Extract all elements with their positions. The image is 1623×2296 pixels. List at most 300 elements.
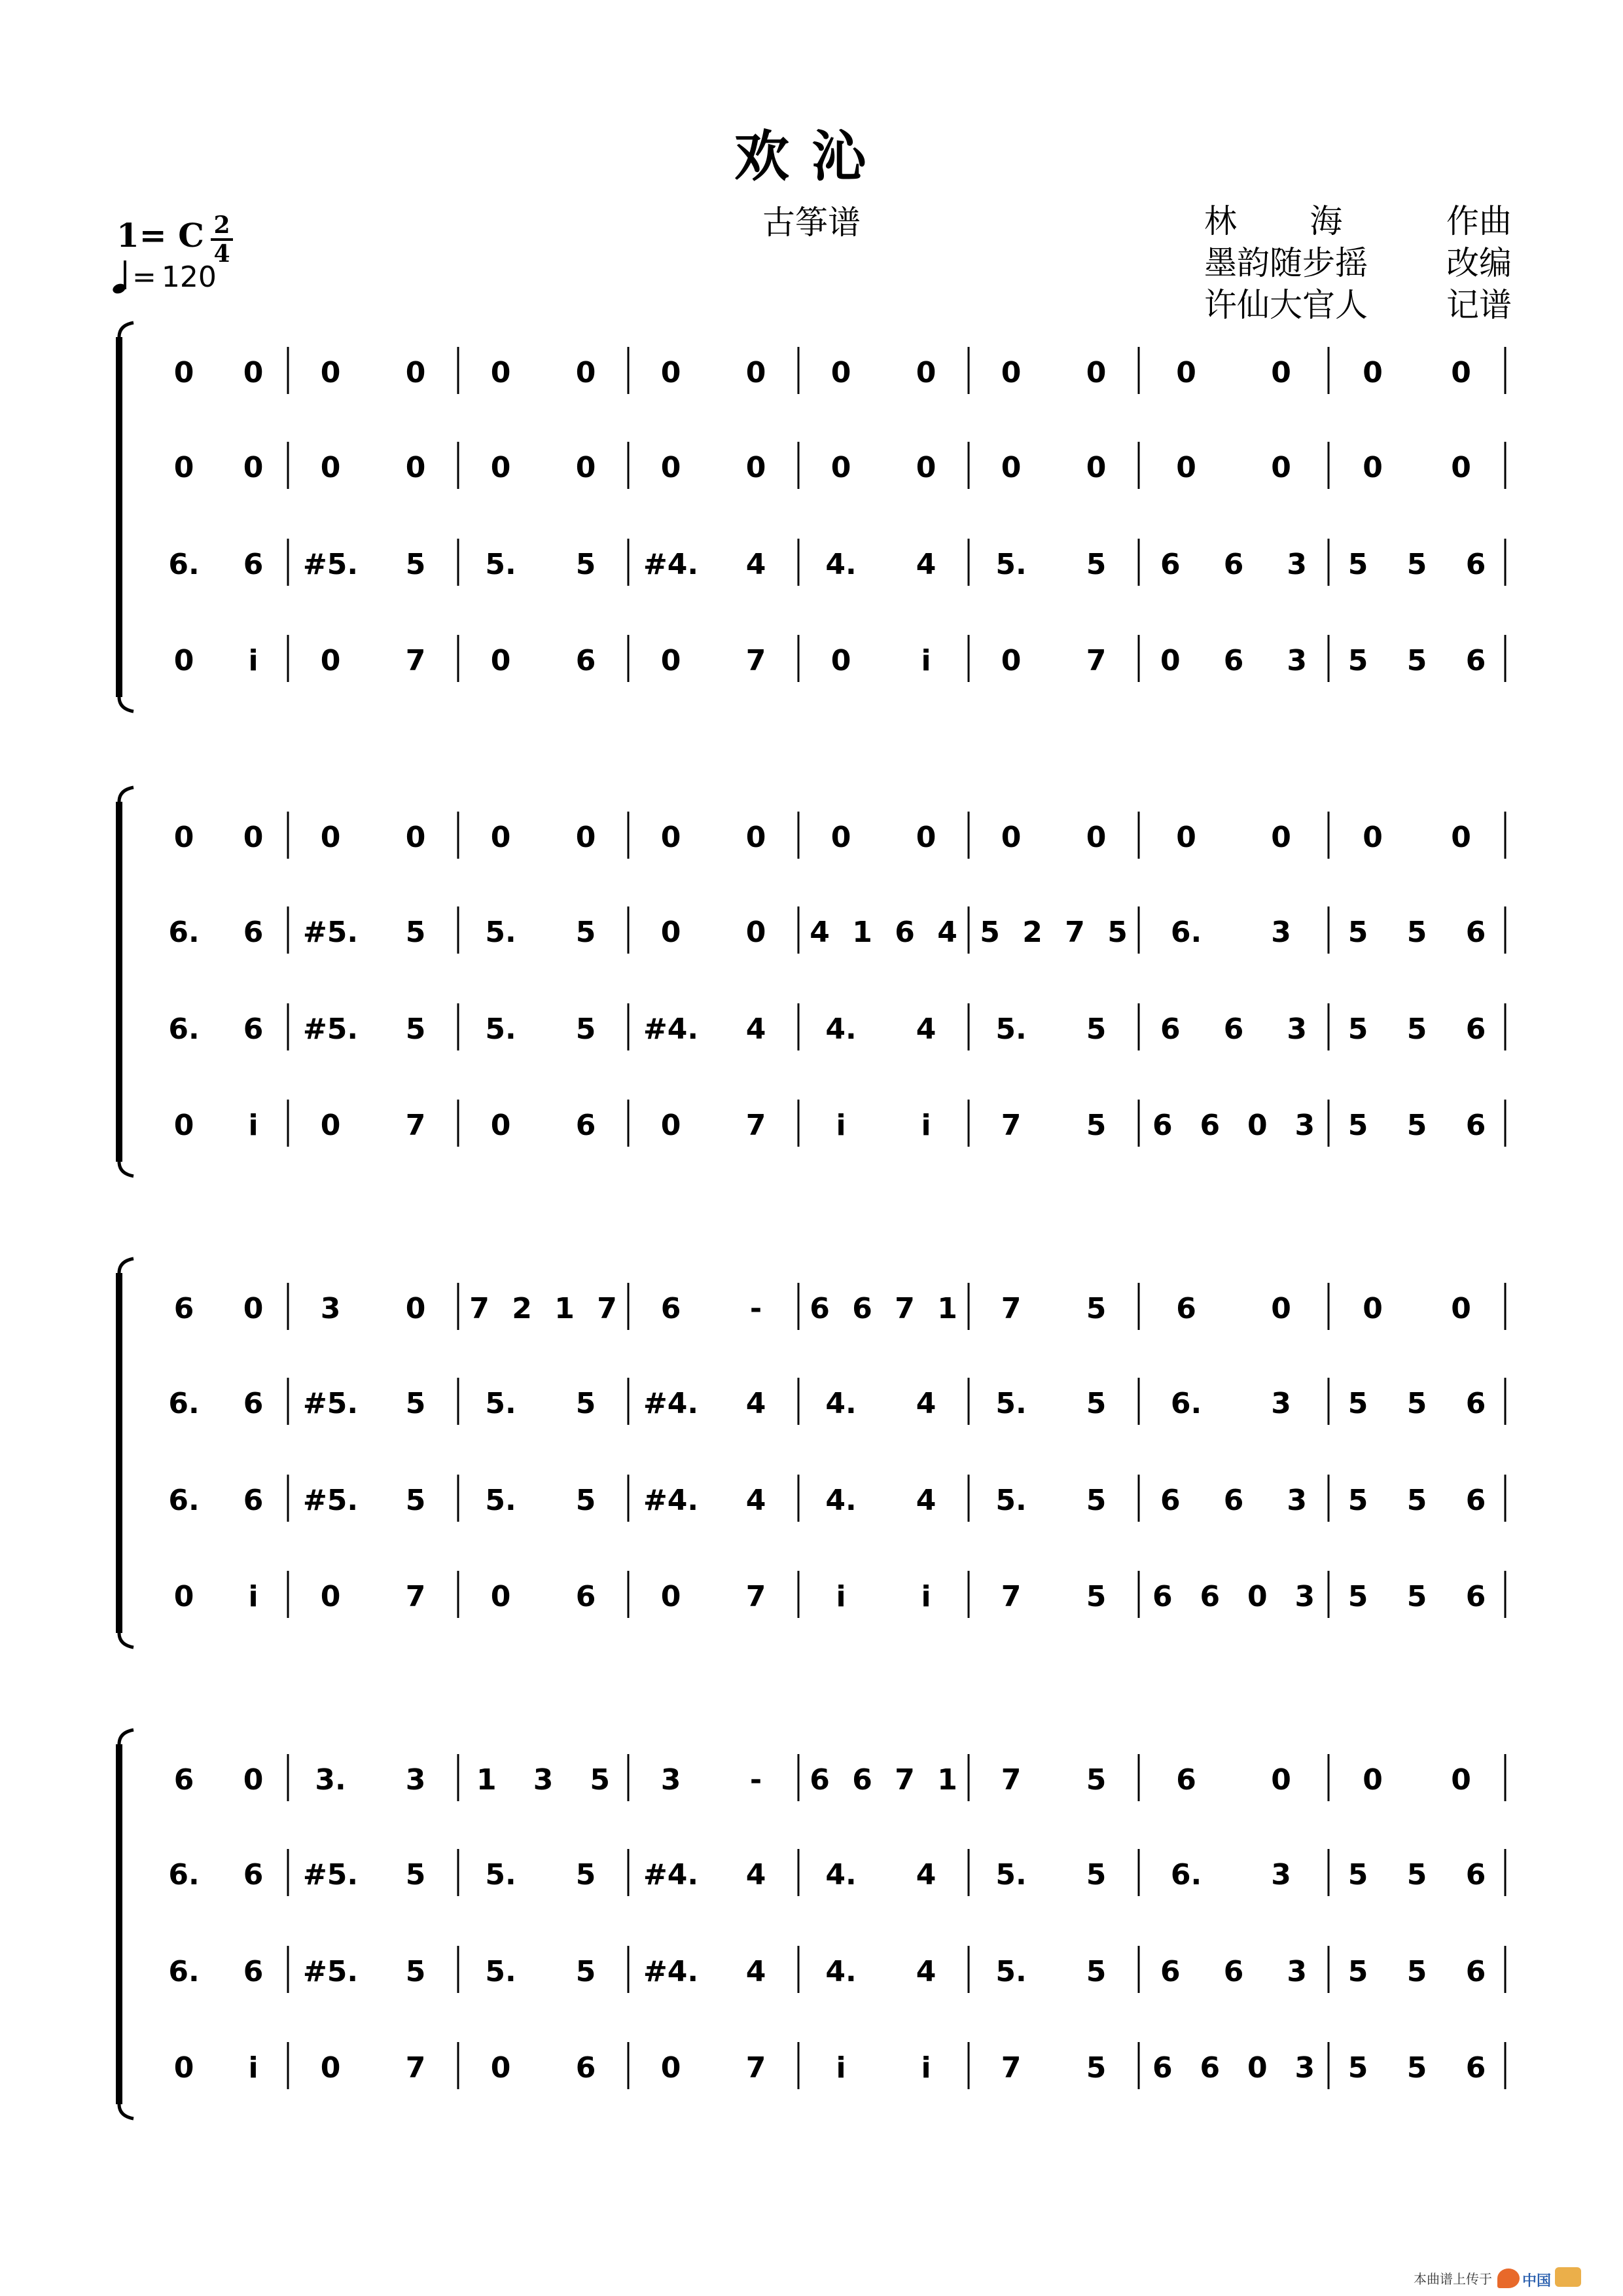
jianpu-note: 0 — [243, 356, 264, 389]
jianpu-note: 6 — [1223, 644, 1244, 677]
jianpu-note: 6 — [243, 916, 264, 949]
jianpu-note: 0 — [1001, 644, 1022, 677]
jianpu-note: 0 — [1086, 451, 1107, 484]
jianpu-note: 6. — [168, 1387, 200, 1420]
jianpu-note: 0 — [320, 1109, 341, 1142]
jianpu-note: 4. — [825, 1858, 857, 1892]
jianpu-note: 3 — [1271, 916, 1291, 949]
jianpu-note: #5. — [302, 548, 359, 581]
jianpu-note: 6 — [1176, 1292, 1196, 1325]
jianpu-note: 3 — [1294, 1580, 1315, 1613]
jianpu-note: #4. — [643, 1858, 699, 1892]
jianpu-note: 6 — [1465, 916, 1486, 949]
jianpu-note: 0 — [490, 451, 511, 484]
jianpu-note: 6 — [895, 916, 915, 949]
jianpu-note: 5 — [590, 1763, 610, 1797]
jianpu-note: 4 — [745, 1955, 766, 1988]
jianpu-note: 0 — [1001, 356, 1022, 389]
jianpu-note: 5. — [995, 1387, 1027, 1420]
jianpu-note: 7 — [405, 1580, 426, 1613]
jianpu-note: 6. — [168, 1955, 200, 1988]
system-bracket-bottom — [119, 1633, 134, 1647]
jianpu-note: 5 — [1086, 1763, 1107, 1797]
jianpu-note: 0 — [173, 1580, 194, 1613]
jianpu-note: 6 — [1160, 1955, 1181, 1988]
jianpu-note: 6 — [1200, 1109, 1221, 1142]
jianpu-note: 5 — [405, 1387, 426, 1420]
jianpu-note: i — [921, 1109, 931, 1142]
jianpu-note: 0 — [916, 451, 936, 484]
footer-upload-text: 本曲谱上传于 — [1414, 2270, 1492, 2287]
jianpu-note: 1 — [852, 916, 872, 949]
jianpu-note: 0 — [173, 356, 194, 389]
jianpu-note: #5. — [302, 1484, 359, 1517]
jianpu-note: 7 — [745, 1109, 766, 1142]
jianpu-note: 5 — [1406, 1955, 1427, 1988]
jianpu-note: 0 — [1001, 451, 1022, 484]
jianpu-note: 6. — [168, 1484, 200, 1517]
jianpu-note: 7 — [1001, 1109, 1022, 1142]
jianpu-note: 0 — [1271, 821, 1291, 854]
jianpu-note: 6 — [1223, 1955, 1244, 1988]
jianpu-note: i — [836, 2051, 846, 2085]
jianpu-note: 6 — [1160, 548, 1181, 581]
system-bracket-top — [119, 1259, 134, 1273]
jianpu-note: 2 — [1022, 916, 1043, 949]
jianpu-note: 0 — [1271, 451, 1291, 484]
jianpu-note: 5. — [995, 1484, 1027, 1517]
credit-arranger-role: 改编 — [1446, 244, 1512, 282]
jianpu-note: 0 — [173, 1109, 194, 1142]
tempo-equals: = — [132, 260, 156, 294]
jianpu-note: 5. — [485, 1387, 516, 1420]
jianpu-note: 0 — [1451, 1763, 1471, 1797]
jianpu-note: 5 — [1086, 1387, 1107, 1420]
jianpu-note: 7 — [1001, 1763, 1022, 1797]
jianpu-note: 5 — [1406, 2051, 1427, 2085]
jianpu-note: 0 — [1086, 821, 1107, 854]
jianpu-note: 0 — [660, 2051, 681, 2085]
jianpu-note: 4 — [916, 1955, 936, 1988]
jianpu-note: 0 — [745, 821, 766, 854]
jianpu-note: 4 — [937, 916, 957, 949]
jianpu-note: 3. — [315, 1763, 346, 1797]
jianpu-note: 5 — [1086, 1955, 1107, 1988]
jianpu-note: 5 — [405, 916, 426, 949]
jianpu-note: 6 — [810, 1292, 830, 1325]
jianpu-note: 0 — [1363, 1292, 1383, 1325]
jianpu-note: 2 — [512, 1292, 532, 1325]
jianpu-note: 4 — [916, 1484, 936, 1517]
jianpu-note: 4. — [825, 1484, 857, 1517]
jianpu-note: 4 — [810, 916, 830, 949]
jianpu-note: 6 — [1176, 1763, 1196, 1797]
jianpu-note: 6 — [852, 1763, 872, 1797]
jianpu-note: 5 — [1406, 644, 1427, 677]
jianpu-note: 6. — [168, 1858, 200, 1892]
jianpu-note: 0 — [1247, 1109, 1268, 1142]
jianpu-note: 6 — [1465, 2051, 1486, 2085]
jianpu-note: 5 — [1086, 548, 1107, 581]
jianpu-note: 6. — [168, 916, 200, 949]
jianpu-note: 6 — [1223, 548, 1244, 581]
score-title: 欢沁 — [734, 124, 889, 188]
jianpu-note: 6 — [575, 1109, 596, 1142]
jianpu-note: 7 — [745, 644, 766, 677]
jianpu-note: 3 — [1271, 1858, 1291, 1892]
jianpu-note: 0 — [490, 644, 511, 677]
jianpu-note: 4 — [745, 548, 766, 581]
jianpu-note: 0 — [830, 821, 851, 854]
jianpu-note: i — [248, 1580, 259, 1613]
jianpu-note: 5. — [485, 916, 516, 949]
jianpu-note: 5 — [405, 1858, 426, 1892]
jianpu-note: 0 — [830, 451, 851, 484]
jianpu-note: 0 — [1001, 821, 1022, 854]
jianpu-note: 3 — [1287, 1955, 1307, 1988]
jianpu-note: 5. — [485, 1013, 516, 1046]
system-bracket-bottom — [119, 2104, 134, 2119]
jianpu-note: 6 — [1465, 1858, 1486, 1892]
jianpu-note: 0 — [490, 1109, 511, 1142]
score-subtitle: 古筝谱 — [762, 204, 861, 242]
jianpu-note: #4. — [643, 1387, 699, 1420]
jianpu-note: 0 — [490, 1580, 511, 1613]
jianpu-note: 5 — [1406, 1484, 1427, 1517]
jianpu-note: 5. — [485, 1858, 516, 1892]
system-bracket-top — [119, 1730, 134, 1744]
jianpu-note: 0 — [320, 356, 341, 389]
jianpu-note: #4. — [643, 548, 699, 581]
jianpu-note: 5 — [1086, 1580, 1107, 1613]
jianpu-note: 0 — [1363, 451, 1383, 484]
jianpu-note: i — [921, 644, 931, 677]
jianpu-note: 5 — [1086, 2051, 1107, 2085]
jianpu-note: 0 — [745, 451, 766, 484]
jianpu-note: 7 — [1001, 1292, 1022, 1325]
jianpu-note: 7 — [469, 1292, 490, 1325]
system-bracket-bottom — [119, 1162, 134, 1176]
site-logo-icon — [1497, 2266, 1582, 2289]
jianpu-note: 7 — [405, 1109, 426, 1142]
site-logo-text: 中国 — [1522, 2273, 1552, 2289]
jianpu-note: 0 — [1271, 1763, 1291, 1797]
jianpu-note: 0 — [243, 821, 264, 854]
jianpu-note: i — [248, 644, 259, 677]
system-bracket-top — [119, 787, 134, 802]
jianpu-note: 5. — [995, 1955, 1027, 1988]
jianpu-note: 3 — [1287, 644, 1307, 677]
jianpu-note: 4 — [745, 1858, 766, 1892]
jianpu-note: 4 — [745, 1387, 766, 1420]
jianpu-note: 0 — [745, 916, 766, 949]
jianpu-note: #4. — [643, 1484, 699, 1517]
jianpu-note: 6 — [852, 1292, 872, 1325]
jianpu-note: 0 — [1363, 821, 1383, 854]
jianpu-note: 0 — [1363, 356, 1383, 389]
jianpu-note: 5 — [1347, 2051, 1368, 2085]
jianpu-note: 0 — [243, 1763, 264, 1797]
jianpu-note: 0 — [1176, 356, 1196, 389]
jianpu-note: 6 — [810, 1763, 830, 1797]
jianpu-note: 5. — [995, 1013, 1027, 1046]
jianpu-note: 6 — [1152, 1580, 1173, 1613]
system-bracket-top — [119, 323, 134, 337]
jianpu-note: 0 — [490, 356, 511, 389]
jianpu-note: 7 — [895, 1763, 915, 1797]
jianpu-note: 1 — [554, 1292, 575, 1325]
jianpu-note: 6. — [1170, 1858, 1202, 1892]
jianpu-note: 5 — [1347, 1109, 1368, 1142]
jianpu-note: i — [836, 1109, 846, 1142]
jianpu-note: 0 — [1451, 1292, 1471, 1325]
jianpu-note: 4. — [825, 1387, 857, 1420]
jianpu-note: 6 — [1223, 1013, 1244, 1046]
jianpu-note: 3 — [533, 1763, 554, 1797]
jianpu-note: 3 — [405, 1763, 426, 1797]
jianpu-note: 0 — [490, 821, 511, 854]
credit-transcriber-role: 记谱 — [1446, 286, 1512, 324]
jianpu-note: 7 — [1065, 916, 1085, 949]
jianpu-note: 3 — [1294, 2051, 1315, 2085]
jianpu-note: 6 — [660, 1292, 681, 1325]
jianpu-note: 5. — [995, 548, 1027, 581]
time-sig-bottom: 4 — [213, 240, 230, 268]
jianpu-note: #4. — [643, 1955, 699, 1988]
jianpu-note: 7 — [1001, 2051, 1022, 2085]
key-signature: 1= C — [116, 216, 204, 255]
jianpu-note: 0 — [320, 821, 341, 854]
jianpu-note: 6. — [168, 548, 200, 581]
jianpu-note: 0 — [1271, 1292, 1291, 1325]
jianpu-note: 5 — [1347, 1484, 1368, 1517]
jianpu-note: 0 — [1451, 451, 1471, 484]
jianpu-note: 3 — [1287, 1484, 1307, 1517]
jianpu-note: 5 — [1406, 1580, 1427, 1613]
jianpu-note: 6. — [1170, 916, 1202, 949]
jianpu-note: #5. — [302, 916, 359, 949]
jianpu-note: 5 — [1406, 548, 1427, 581]
jianpu-note: 6. — [1170, 1387, 1202, 1420]
jianpu-note: 7 — [597, 1292, 617, 1325]
jianpu-note: 0 — [173, 644, 194, 677]
jianpu-note: 5 — [575, 548, 596, 581]
jianpu-note: 6 — [1465, 548, 1486, 581]
jianpu-note: 5 — [575, 1858, 596, 1892]
jianpu-note: 5 — [1086, 1484, 1107, 1517]
jianpu-note: 5 — [405, 1955, 426, 1988]
jianpu-note: 5 — [1406, 916, 1427, 949]
jianpu-note: 5 — [575, 916, 596, 949]
jianpu-note: 5 — [1086, 1292, 1107, 1325]
jianpu-note: 1 — [937, 1292, 957, 1325]
jianpu-note: 5 — [405, 1013, 426, 1046]
jianpu-note: 0 — [660, 916, 681, 949]
footer-upload — [1414, 2266, 1582, 2289]
jianpu-note: i — [248, 2051, 259, 2085]
jianpu-note: 6 — [1160, 1013, 1181, 1046]
jianpu-note: 0 — [405, 356, 426, 389]
jianpu-note: #5. — [302, 1387, 359, 1420]
jianpu-note: - — [749, 1292, 762, 1325]
jianpu-note: i — [836, 1580, 846, 1613]
jianpu-note: 4. — [825, 1013, 857, 1046]
jianpu-note: 3 — [1294, 1109, 1315, 1142]
jianpu-note: 0 — [405, 821, 426, 854]
jianpu-note: 6 — [1465, 1013, 1486, 1046]
jianpu-note: 6 — [243, 548, 264, 581]
jianpu-note: 0 — [1271, 356, 1291, 389]
jianpu-note: 0 — [320, 2051, 341, 2085]
jianpu-note: 0 — [1451, 821, 1471, 854]
jianpu-note: 7 — [745, 2051, 766, 2085]
jianpu-note: i — [248, 1109, 259, 1142]
jianpu-note: 0 — [173, 2051, 194, 2085]
jianpu-note: i — [921, 1580, 931, 1613]
jianpu-note: 6 — [1465, 1484, 1486, 1517]
jianpu-note: 3 — [1287, 548, 1307, 581]
jianpu-note: 0 — [1086, 356, 1107, 389]
jianpu-note: 5 — [1347, 1955, 1368, 1988]
jianpu-note: 0 — [660, 356, 681, 389]
jianpu-note: 5. — [485, 548, 516, 581]
jianpu-note: 6 — [575, 2051, 596, 2085]
jianpu-note: 4 — [916, 548, 936, 581]
jianpu-note: 0 — [320, 451, 341, 484]
jianpu-note: 6 — [1465, 644, 1486, 677]
jianpu-note: 0 — [173, 821, 194, 854]
jianpu-note: 5 — [575, 1013, 596, 1046]
jianpu-note: 5 — [1406, 1387, 1427, 1420]
jianpu-note: 0 — [490, 2051, 511, 2085]
jianpu-note: #5. — [302, 1858, 359, 1892]
jianpu-note: 5 — [980, 916, 1000, 949]
jianpu-note: 0 — [243, 451, 264, 484]
tempo-value: 120 — [161, 260, 217, 294]
jianpu-note: 5 — [1086, 1858, 1107, 1892]
jianpu-note: 4 — [916, 1013, 936, 1046]
jianpu-note: 5. — [485, 1955, 516, 1988]
jianpu-note: 7 — [1001, 1580, 1022, 1613]
jianpu-note: 0 — [660, 1580, 681, 1613]
jianpu-note: 6 — [1223, 1484, 1244, 1517]
jianpu-note: 3 — [660, 1763, 681, 1797]
credit-arranger-name: 墨韵随步摇 — [1204, 244, 1368, 282]
jianpu-note: 6 — [243, 1858, 264, 1892]
jianpu-note: 5 — [1406, 1013, 1427, 1046]
jianpu-note: 0 — [1176, 451, 1196, 484]
jianpu-note: 4 — [745, 1013, 766, 1046]
jianpu-note: 0 — [320, 1580, 341, 1613]
jianpu-note: 4 — [745, 1484, 766, 1517]
jianpu-note: 0 — [575, 451, 596, 484]
jianpu-note: 0 — [1363, 1763, 1383, 1797]
credit-transcriber-name: 许仙大官人 — [1204, 286, 1368, 324]
jianpu-note: 7 — [405, 644, 426, 677]
jianpu-note: 0 — [405, 1292, 426, 1325]
jianpu-note: 0 — [575, 821, 596, 854]
jianpu-note: 0 — [1451, 356, 1471, 389]
jianpu-note: 6 — [575, 1580, 596, 1613]
jianpu-note: 6 — [1465, 1955, 1486, 1988]
jianpu-note: 0 — [660, 821, 681, 854]
jianpu-note: i — [921, 2051, 931, 2085]
jianpu-note: 0 — [243, 1292, 264, 1325]
jianpu-note: 6 — [243, 1387, 264, 1420]
jianpu-note: 3 — [1287, 1013, 1307, 1046]
jianpu-note: 1 — [476, 1763, 497, 1797]
jianpu-note: 5 — [1406, 1109, 1427, 1142]
jianpu-note: 0 — [660, 1109, 681, 1142]
jianpu-note: 6 — [1152, 1109, 1173, 1142]
jianpu-note: 0 — [575, 356, 596, 389]
jianpu-note: 6 — [1465, 1109, 1486, 1142]
jianpu-note: 5 — [575, 1955, 596, 1988]
jianpu-note: 5 — [405, 1484, 426, 1517]
jianpu-note: 5 — [1107, 916, 1128, 949]
jianpu-note: 6 — [243, 1484, 264, 1517]
jianpu-note: 5 — [1347, 1013, 1368, 1046]
jianpu-note: 6 — [575, 644, 596, 677]
jianpu-note: 6 — [1465, 1580, 1486, 1613]
jianpu-note: 5 — [1086, 1109, 1107, 1142]
jianpu-note: 5 — [575, 1387, 596, 1420]
jianpu-note: 0 — [320, 644, 341, 677]
credit-composer-name: 林 海 — [1204, 202, 1343, 240]
jianpu-note: 0 — [1247, 1580, 1268, 1613]
jianpu-note: 6 — [1465, 1387, 1486, 1420]
jianpu-note: 0 — [1160, 644, 1181, 677]
jianpu-note: 4. — [825, 548, 857, 581]
jianpu-note: 5 — [405, 548, 426, 581]
system-bracket-bottom — [119, 697, 134, 711]
jianpu-note: 4 — [916, 1387, 936, 1420]
jianpu-note: 3 — [1271, 1387, 1291, 1420]
jianpu-note: 7 — [405, 2051, 426, 2085]
jianpu-note: 4 — [916, 1858, 936, 1892]
jianpu-note: 0 — [916, 356, 936, 389]
jianpu-note: #5. — [302, 1013, 359, 1046]
jianpu-note: 5 — [1347, 644, 1368, 677]
jianpu-note: 5 — [1347, 916, 1368, 949]
jianpu-note: 5. — [485, 1484, 516, 1517]
jianpu-note: 0 — [1247, 2051, 1268, 2085]
jianpu-note: 6 — [243, 1955, 264, 1988]
jianpu-note: - — [749, 1763, 762, 1797]
jianpu-note: 5 — [1347, 1858, 1368, 1892]
jianpu-note: #4. — [643, 1013, 699, 1046]
jianpu-note: 6 — [1200, 1580, 1221, 1613]
jianpu-note: 5 — [1347, 1580, 1368, 1613]
jianpu-note: 5 — [1086, 1013, 1107, 1046]
credit-composer-role: 作曲 — [1446, 202, 1512, 240]
jianpu-note: 6 — [173, 1763, 194, 1797]
jianpu-note: #5. — [302, 1955, 359, 1988]
jianpu-note: 0 — [660, 644, 681, 677]
jianpu-note: 5 — [1406, 1858, 1427, 1892]
jianpu-note: 4. — [825, 1955, 857, 1988]
jianpu-note: 7 — [1086, 644, 1107, 677]
jianpu-note: 5 — [1347, 1387, 1368, 1420]
jianpu-note: 6 — [243, 1013, 264, 1046]
jianpu-note: 0 — [660, 451, 681, 484]
jianpu-note: 0 — [830, 644, 851, 677]
jianpu-note: 0 — [830, 356, 851, 389]
jianpu-note: 3 — [320, 1292, 341, 1325]
time-sig-top: 2 — [213, 211, 230, 239]
jianpu-note: 0 — [173, 451, 194, 484]
jianpu-note: 6 — [173, 1292, 194, 1325]
